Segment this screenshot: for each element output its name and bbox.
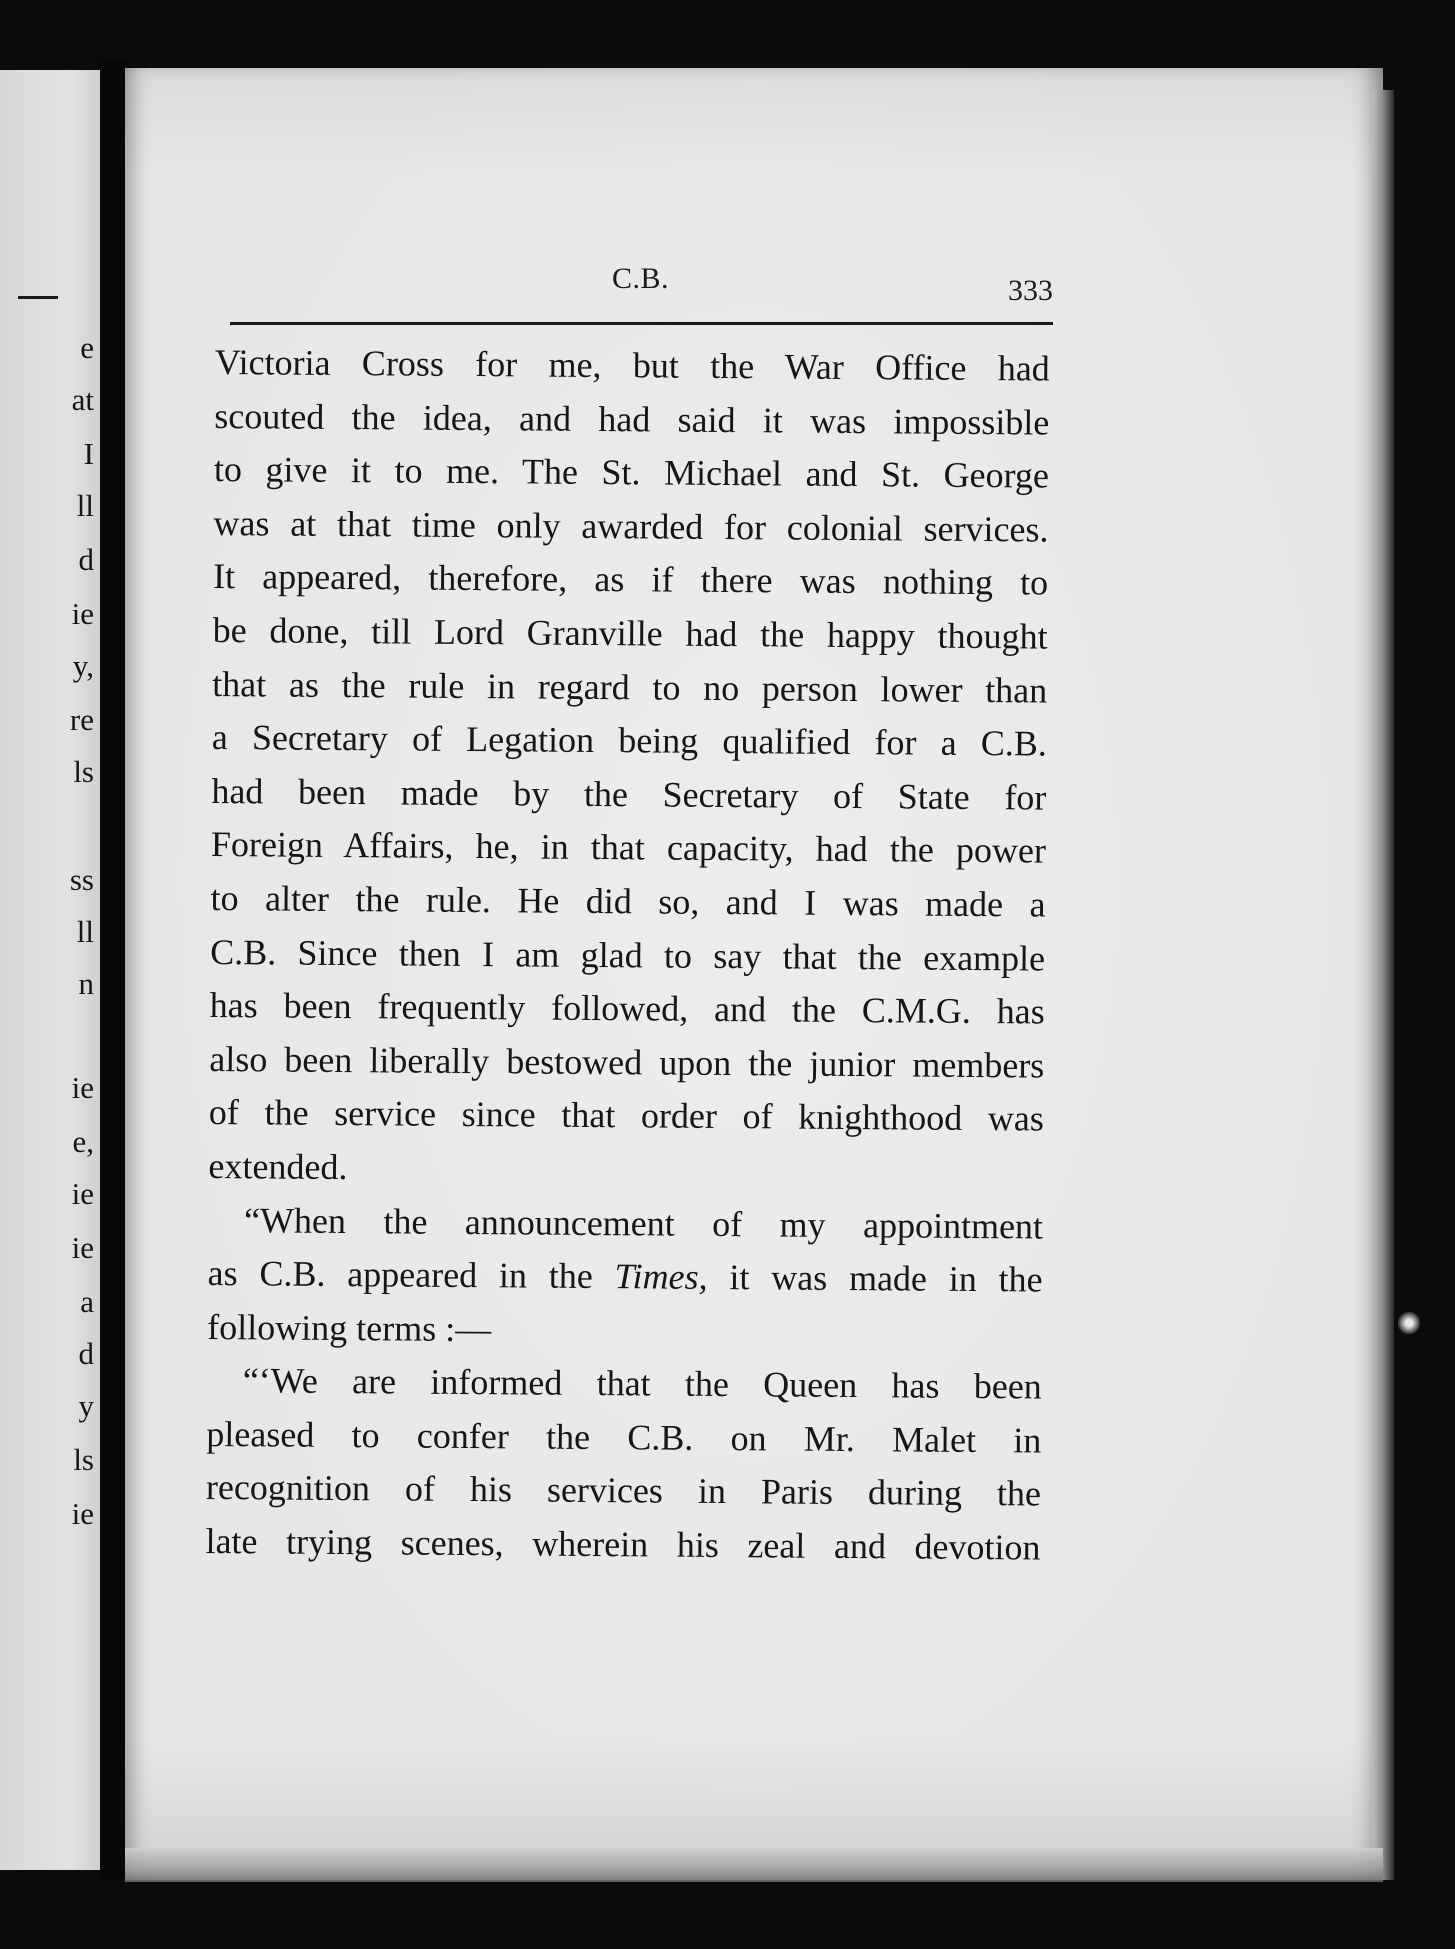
facing-page-fragment: d [78, 542, 94, 577]
text-line: It appeared, therefore, as if there was nothing to [212, 556, 1049, 603]
text-line: scouted the idea, and had said it was impossible [214, 395, 1050, 443]
text-line: late trying scenes, wherein his zeal and devotion [205, 1521, 1041, 1568]
text-run: it was made in the [707, 1256, 1043, 1300]
page-right-edge [1372, 90, 1394, 1880]
running-head [227, 262, 1053, 308]
text-line: C.B. Since then I am glad to say that the example [210, 931, 1046, 979]
facing-page-fragment: a [80, 1284, 94, 1319]
text-line: “‘We are informed that the Queen has been [242, 1360, 1042, 1407]
facing-page-rule [18, 296, 58, 299]
facing-page-fragment: ie [71, 1070, 94, 1105]
facing-page-fragment: ie [71, 596, 94, 631]
text-line: pleased to confer the C.B. on Mr. Malet in [206, 1413, 1042, 1461]
facing-page-fragment: ie [71, 1230, 94, 1265]
facing-page-fragment: ls [73, 754, 94, 789]
facing-page-fragment: n [78, 966, 94, 1001]
facing-page-fragment: ss [69, 862, 94, 897]
book-gutter [100, 60, 128, 1880]
facing-page-fragment: ie [71, 1176, 94, 1211]
facing-page-fragment: e [80, 330, 94, 365]
page-bottom-edge [125, 1848, 1383, 1882]
facing-page-edge [0, 70, 100, 1870]
facing-page-fragment: ls [73, 1442, 94, 1477]
text-line: to give it to me. The St. Michael and St. George [213, 449, 1050, 496]
facing-page-fragment: re [69, 702, 94, 737]
facing-page-fragment: ll [76, 914, 94, 949]
text-line: of the service since that order of knighthood was [208, 1092, 1045, 1139]
page-body-text [205, 336, 1050, 1575]
facing-page-fragment: at [71, 382, 94, 417]
facing-page-fragment: ll [76, 488, 94, 523]
text-line: extended. [208, 1145, 348, 1187]
text-line: following terms :— [207, 1306, 492, 1349]
scan-artifact [1398, 1310, 1420, 1336]
text-line: a Secretary of Legation being qualified for a C.B. [211, 717, 1047, 764]
facing-page-fragment: ie [71, 1496, 94, 1531]
page-number: 333 [1008, 274, 1053, 307]
text-line: “When the announcement of my appointment [243, 1199, 1044, 1247]
facing-page-fragment: I [83, 436, 94, 471]
italic-newspaper-title: Times, [614, 1256, 708, 1297]
text-line: has been frequently followed, and the C.M.G. has [209, 985, 1045, 1032]
facing-page-fragment: e, [72, 1124, 94, 1159]
text-run: as C.B. appeared in the [207, 1253, 615, 1297]
text-line: recognition of his services in Paris during the [205, 1467, 1042, 1514]
text-line: Victoria Cross for me, but the War Office had [214, 341, 1050, 389]
text-line: was at that time only awarded for colonial services. [213, 502, 1049, 550]
text-line: Foreign Affairs, he, in that capacity, had the power [210, 824, 1047, 871]
text-line: to alter the rule. He did so, and I was made a [210, 877, 1046, 925]
text-line: had been made by the Secretary of State for [211, 770, 1047, 818]
text-line-with-italic [207, 1247, 1042, 1307]
text-line: that as the rule in regard to no person lower than [212, 663, 1048, 711]
running-title: C.B. [612, 262, 670, 295]
facing-page-fragment: y, [72, 648, 94, 683]
facing-page-fragment: d [78, 1336, 94, 1371]
text-line: be done, till Lord Granville had the happy thought [212, 609, 1048, 657]
facing-page-fragment: y [78, 1388, 94, 1423]
header-rule [230, 322, 1053, 325]
text-line: also been liberally bestowed upon the junior members [209, 1038, 1045, 1086]
